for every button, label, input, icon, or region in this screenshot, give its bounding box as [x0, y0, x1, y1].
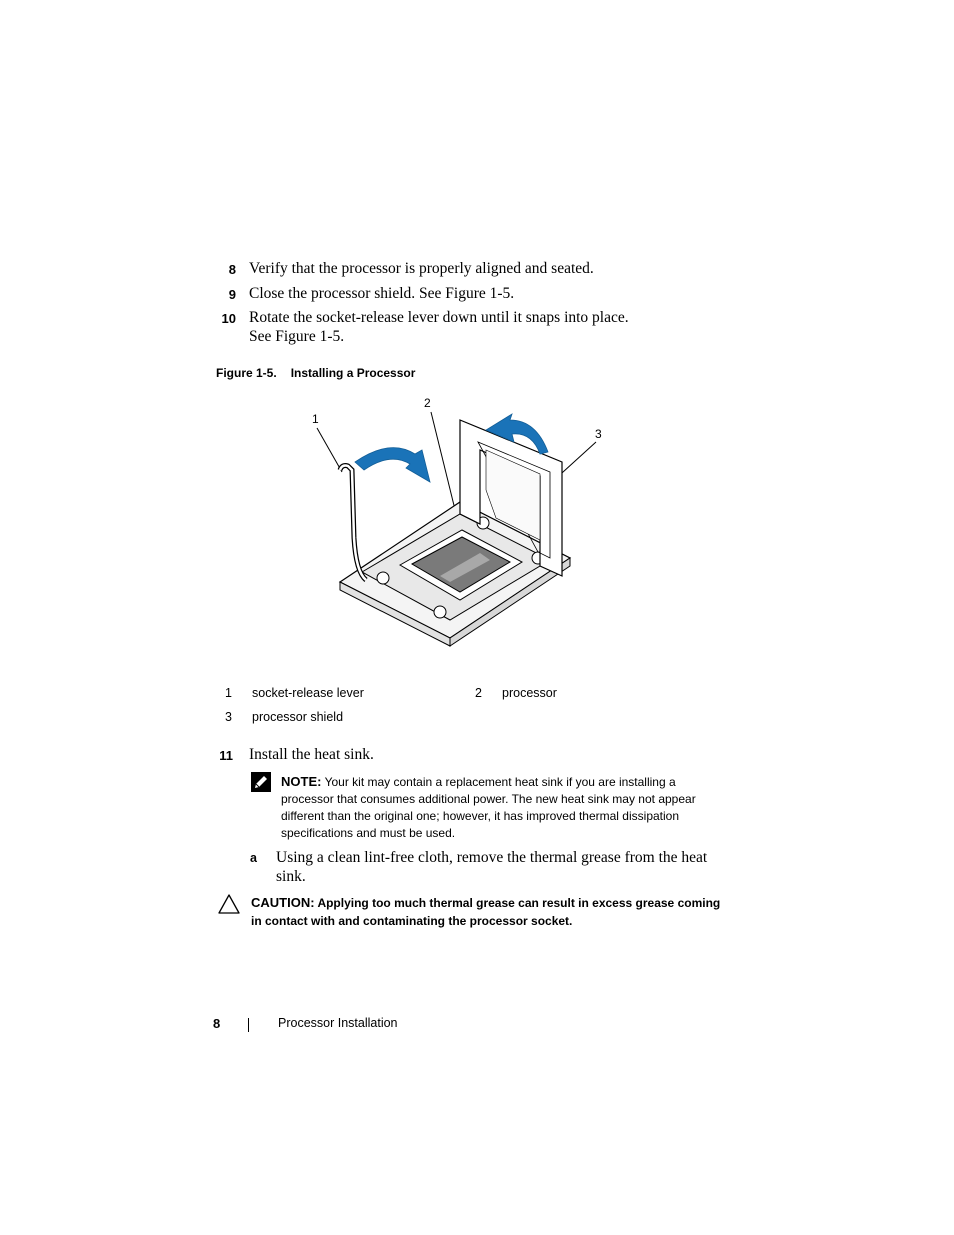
- figure-caption: [216, 366, 415, 380]
- rotate-arrow-lever: [355, 448, 430, 482]
- legend-num-1: 1: [225, 686, 232, 700]
- callout-2: 2: [424, 396, 431, 410]
- footer-divider: [248, 1018, 249, 1032]
- processor-installation-figure: [300, 390, 630, 650]
- pencil-note-icon: [251, 772, 271, 792]
- substep-a-line2: sink.: [276, 868, 306, 885]
- step-11-text: Install the heat sink.: [249, 746, 374, 763]
- legend-num-2: 2: [475, 686, 482, 700]
- substep-a-line1: Using a clean lint-free cloth, remove the thermal grease from the heat: [276, 849, 708, 866]
- figure-label: Figure 1-5.: [216, 366, 277, 380]
- legend-num-3: 3: [225, 710, 232, 724]
- step-10-text-line1: Rotate the socket-release lever down until it snaps into place.: [249, 309, 629, 326]
- step-8-text: Verify that the processor is properly aligned and seated.: [249, 260, 594, 277]
- step-9-text: Close the processor shield. See Figure 1-5.: [249, 285, 515, 302]
- caution-text: Applying too much thermal grease can result in excess grease coming in contact with and contaminating the processor socket.: [251, 896, 721, 928]
- caution-label: CAUTION:: [251, 895, 315, 910]
- note-block: [281, 773, 721, 842]
- step-9-number: 9: [228, 287, 236, 302]
- page-number: 8: [213, 1016, 221, 1031]
- footer-section-title: Processor Installation: [278, 1016, 398, 1030]
- substep-a-letter: a: [250, 851, 257, 865]
- callout-1: 1: [312, 412, 319, 426]
- figure-title: Installing a Processor: [290, 366, 416, 380]
- leader-line-1: [317, 428, 342, 472]
- step-11-number: 11: [219, 748, 233, 763]
- legend-text-3: processor shield: [252, 710, 344, 724]
- note-label: NOTE:: [281, 774, 322, 789]
- note-text: Your kit may contain a replacement heat sink if you are installing a processor that consumes additional power. The new heat sink may not appear different than the original one; however, it has improved thermal dissipation specifications and must be used.: [281, 775, 696, 840]
- socket-release-lever: [340, 466, 366, 581]
- step-8-number: 8: [228, 262, 236, 277]
- warning-triangle-icon: [217, 893, 241, 915]
- callout-3: 3: [595, 427, 602, 441]
- legend-text-1: socket-release lever: [252, 686, 364, 700]
- step-10-number: 10: [221, 311, 236, 326]
- step-10-text-line2: See Figure 1-5.: [249, 328, 345, 345]
- legend-text-2: processor: [502, 686, 557, 700]
- caution-block: [251, 894, 721, 930]
